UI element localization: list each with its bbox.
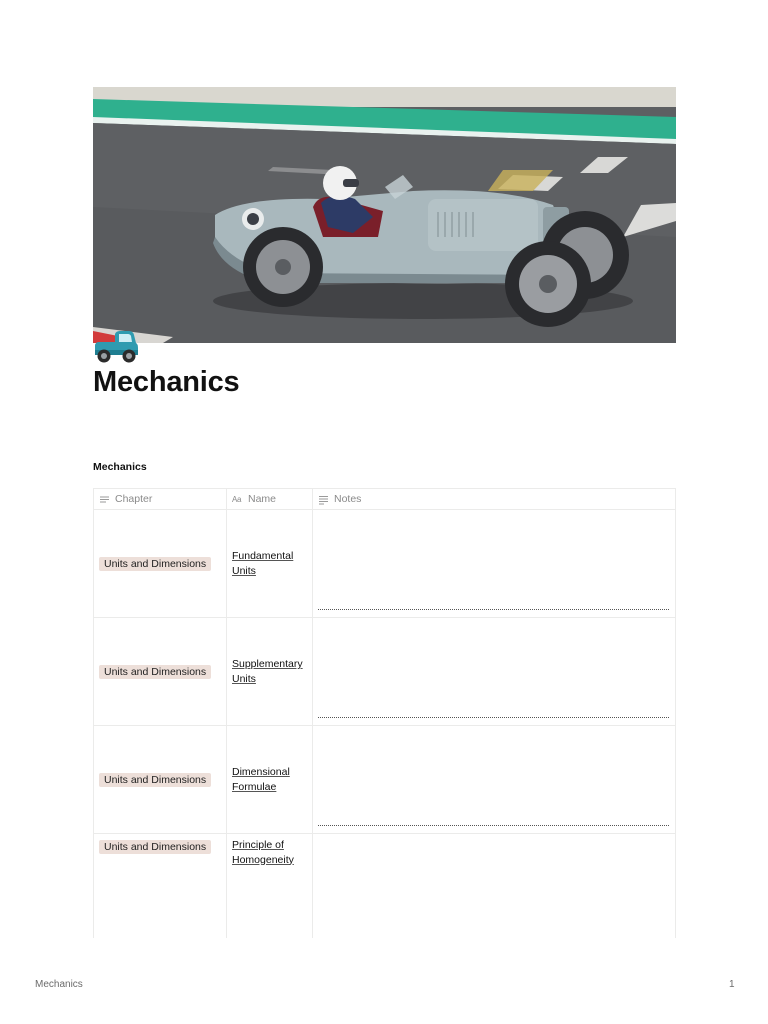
chapter-cell[interactable] [94,726,227,833]
database-title[interactable]: Mechanics [93,461,147,473]
notes-cell[interactable] [313,618,675,725]
text-lines-icon [318,494,329,505]
chapter-tag: Units and Dimensions [99,773,211,787]
cover-image [93,87,676,343]
list-icon [99,494,110,505]
page-number: 1 [729,979,735,990]
table-row[interactable] [94,834,675,938]
chapter-tag: Units and Dimensions [99,557,211,571]
name-cell[interactable] [227,834,313,938]
table-row[interactable] [94,618,675,726]
database-table [93,488,676,938]
notes-cell[interactable] [313,834,675,938]
table-row[interactable] [94,510,675,618]
column-label: Chapter [115,493,153,505]
column-header-chapter[interactable] [94,489,227,509]
page-link[interactable]: Fundamental Units [232,550,294,577]
name-cell[interactable] [227,726,313,833]
chapter-tag: Units and Dimensions [99,840,211,854]
page-link[interactable]: Principle of Homogeneity [232,839,294,866]
column-header-notes[interactable] [313,489,675,509]
text-property-icon: Aa [232,494,242,504]
table-row[interactable] [94,726,675,834]
column-label: Name [248,493,277,505]
chapter-cell[interactable] [94,510,227,617]
notes-divider [318,609,669,610]
page-link[interactable]: Dimensional Formulae [232,766,290,793]
notes-cell[interactable] [313,510,675,617]
page-link[interactable]: Supplementary Units [232,658,303,685]
page-title: Mechanics [93,366,240,398]
pickup-truck-icon[interactable] [93,330,139,364]
notes-cell[interactable] [313,726,675,833]
footer-title: Mechanics [35,979,83,990]
table-header [94,489,675,510]
chapter-cell[interactable] [94,834,227,938]
notes-divider [318,717,669,718]
name-cell[interactable] [227,510,313,617]
chapter-cell[interactable] [94,618,227,725]
name-cell[interactable] [227,618,313,725]
column-header-name[interactable] [227,489,313,509]
chapter-tag: Units and Dimensions [99,665,211,679]
notes-divider [318,825,669,826]
column-label: Notes [334,493,362,505]
